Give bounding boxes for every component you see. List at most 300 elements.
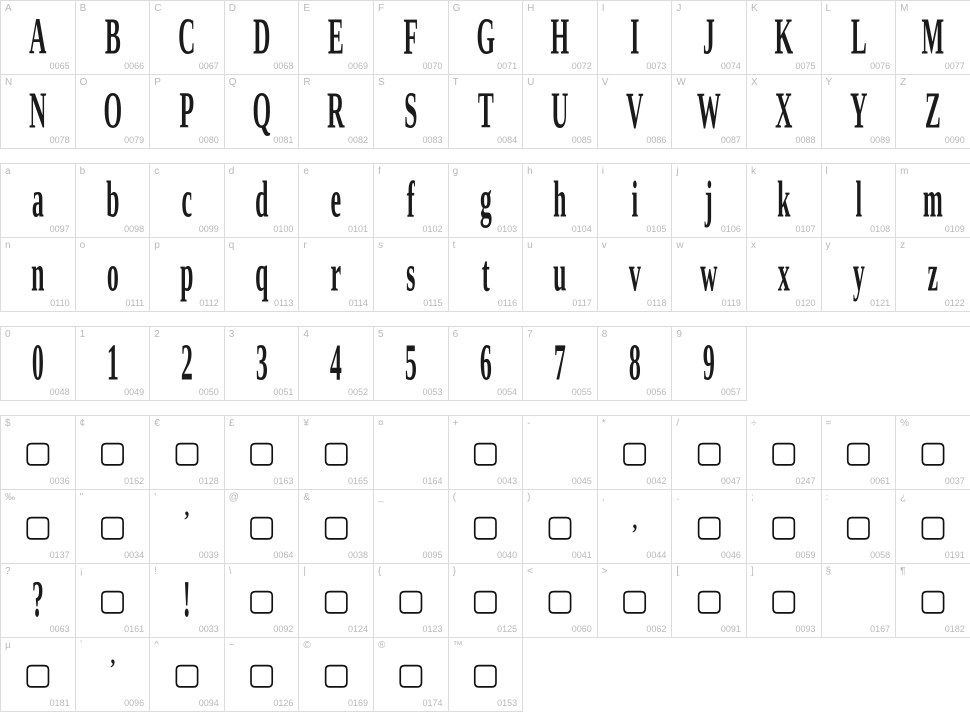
glyph-code-label: 0103 bbox=[497, 224, 518, 234]
glyph-char-label: h bbox=[527, 166, 533, 177]
glyph-cell[interactable] bbox=[374, 75, 449, 149]
glyph-cell[interactable] bbox=[150, 1, 225, 75]
glyph-cell[interactable] bbox=[449, 327, 524, 401]
glyph-cell[interactable] bbox=[523, 490, 598, 564]
glyph-cell[interactable] bbox=[747, 490, 822, 564]
glyph-cell[interactable] bbox=[822, 238, 897, 312]
glyph-preview: 5 bbox=[404, 333, 417, 391]
glyph-cell[interactable] bbox=[822, 1, 897, 75]
glyph-cell[interactable] bbox=[523, 1, 598, 75]
glyph-cell[interactable] bbox=[374, 638, 449, 712]
glyph-preview: ’ bbox=[631, 519, 638, 548]
glyph-preview: E bbox=[328, 7, 345, 65]
glyph-preview: P bbox=[179, 81, 195, 139]
glyph-preview: ▢ bbox=[396, 657, 425, 692]
glyph-char-label: ¡ bbox=[79, 566, 83, 577]
glyph-cell[interactable] bbox=[896, 164, 970, 238]
glyph-code-label: 0099 bbox=[198, 224, 219, 234]
glyph-cell[interactable] bbox=[1, 490, 76, 564]
glyph-code-label: 0066 bbox=[124, 61, 145, 71]
glyph-cell[interactable] bbox=[672, 564, 747, 638]
glyph-code-label: 0073 bbox=[646, 61, 667, 71]
glyph-char-label: U bbox=[527, 77, 535, 88]
glyph-code-label: 0087 bbox=[720, 135, 741, 145]
glyph-preview: u bbox=[553, 244, 567, 302]
glyph-cell[interactable] bbox=[672, 75, 747, 149]
glyph-cell[interactable] bbox=[225, 75, 300, 149]
glyph-preview: ▢ bbox=[471, 509, 500, 544]
glyph-preview: ▢ bbox=[321, 435, 351, 470]
glyph-preview: 7 bbox=[553, 333, 566, 391]
glyph-block-digits bbox=[0, 326, 970, 401]
glyph-char-label: , bbox=[601, 492, 605, 503]
glyph-char-label: ¥ bbox=[303, 418, 309, 429]
glyph-cell[interactable] bbox=[449, 164, 524, 238]
glyph-preview: d bbox=[254, 170, 269, 228]
glyph-cell[interactable] bbox=[150, 416, 225, 490]
glyph-char-label: t bbox=[452, 240, 456, 251]
glyph-code-label: 0055 bbox=[571, 387, 592, 397]
glyph-char-label: 5 bbox=[377, 329, 384, 340]
glyph-preview: ▢ bbox=[769, 509, 798, 544]
glyph-cell[interactable] bbox=[672, 1, 747, 75]
glyph-cell[interactable] bbox=[747, 1, 822, 75]
glyph-preview: ▢ bbox=[620, 435, 649, 470]
glyph-preview: a bbox=[31, 170, 44, 228]
glyph-char-label: ` bbox=[79, 640, 83, 651]
glyph-cell[interactable] bbox=[1, 75, 76, 149]
glyph-cell[interactable] bbox=[747, 416, 822, 490]
glyph-preview: ▢ bbox=[247, 583, 276, 618]
glyph-cell[interactable] bbox=[374, 416, 449, 490]
glyph-cell[interactable] bbox=[1, 416, 76, 490]
glyph-cell[interactable] bbox=[150, 75, 225, 149]
glyph-preview: c bbox=[181, 170, 193, 228]
glyph-cell[interactable] bbox=[225, 638, 300, 712]
glyph-cell[interactable] bbox=[76, 564, 151, 638]
glyph-code-label: 0065 bbox=[49, 61, 70, 71]
glyph-char-label: / bbox=[676, 418, 680, 429]
glyph-cell[interactable] bbox=[1, 564, 76, 638]
glyph-cell[interactable] bbox=[449, 238, 524, 312]
glyph-code-label: 0079 bbox=[124, 135, 145, 145]
glyph-cell[interactable] bbox=[374, 327, 449, 401]
glyph-code-label: 0078 bbox=[49, 135, 70, 145]
glyph-code-label: 0122 bbox=[944, 298, 965, 308]
glyph-char-label: d bbox=[228, 166, 235, 177]
glyph-cell[interactable] bbox=[374, 564, 449, 638]
glyph-preview: m bbox=[922, 170, 943, 228]
glyph-preview: q bbox=[254, 244, 269, 302]
glyph-cell[interactable] bbox=[449, 564, 524, 638]
glyph-char-label: c bbox=[154, 166, 160, 177]
glyph-preview: ▢ bbox=[396, 583, 425, 618]
glyph-char-label: - bbox=[527, 418, 531, 429]
glyph-cell[interactable] bbox=[299, 1, 374, 75]
glyph-char-label: r bbox=[303, 240, 307, 251]
glyph-char-label: B bbox=[79, 3, 87, 14]
glyph-cell[interactable] bbox=[225, 564, 300, 638]
glyph-code-label: 0060 bbox=[571, 624, 592, 634]
glyph-preview: 8 bbox=[628, 333, 641, 391]
glyph-code-label: 0084 bbox=[497, 135, 518, 145]
glyph-code-label: 0069 bbox=[347, 61, 368, 71]
glyph-cell[interactable] bbox=[449, 638, 524, 712]
glyph-code-label: 0096 bbox=[124, 698, 145, 708]
glyph-code-label: 0039 bbox=[198, 550, 219, 560]
glyph-preview: t bbox=[481, 244, 490, 302]
glyph-cell[interactable] bbox=[150, 327, 225, 401]
glyph-char-label: @ bbox=[228, 492, 239, 503]
glyph-preview: 1 bbox=[106, 333, 119, 391]
glyph-cell[interactable] bbox=[449, 416, 524, 490]
glyph-preview: ▢ bbox=[918, 435, 948, 470]
glyph-cell[interactable] bbox=[76, 490, 151, 564]
glyph-cell-empty bbox=[747, 327, 822, 401]
glyph-code-label: 0058 bbox=[870, 550, 891, 560]
glyph-code-label: 0040 bbox=[497, 550, 518, 560]
glyph-char-label: $ bbox=[5, 418, 11, 429]
glyph-char-label: V bbox=[601, 77, 609, 88]
glyph-code-label: 0109 bbox=[944, 224, 965, 234]
glyph-cell[interactable] bbox=[150, 638, 225, 712]
glyph-preview: 0 bbox=[31, 333, 44, 391]
glyph-cell[interactable] bbox=[896, 490, 970, 564]
glyph-cell[interactable] bbox=[374, 1, 449, 75]
glyph-cell[interactable] bbox=[598, 327, 673, 401]
glyph-cell[interactable] bbox=[598, 75, 673, 149]
glyph-preview: ▢ bbox=[172, 435, 202, 470]
glyph-code-label: 0162 bbox=[124, 476, 145, 486]
glyph-char-label: n bbox=[5, 240, 11, 251]
glyph-code-label: 0082 bbox=[347, 135, 368, 145]
glyph-cell[interactable] bbox=[225, 327, 300, 401]
glyph-cell[interactable] bbox=[822, 416, 897, 490]
glyph-char-label: m bbox=[900, 166, 909, 177]
glyph-char-label: L bbox=[825, 3, 832, 14]
glyph-block-uppercase-latin bbox=[0, 0, 970, 149]
glyph-code-label: 0052 bbox=[347, 387, 368, 397]
glyph-cell[interactable] bbox=[299, 490, 374, 564]
glyph-char-label: R bbox=[303, 77, 311, 88]
glyph-preview: 2 bbox=[181, 333, 193, 391]
glyph-code-label: 0119 bbox=[721, 298, 741, 308]
glyph-char-label: 4 bbox=[303, 329, 309, 340]
glyph-cell[interactable] bbox=[598, 490, 673, 564]
glyph-code-label: 0107 bbox=[795, 224, 816, 234]
glyph-cell[interactable] bbox=[299, 164, 374, 238]
glyph-cell-empty bbox=[523, 638, 598, 712]
glyph-char-label: F bbox=[377, 3, 385, 14]
glyph-char-label: ¤ bbox=[377, 418, 384, 429]
glyph-code-label: 0105 bbox=[646, 224, 667, 234]
glyph-cell[interactable] bbox=[598, 416, 673, 490]
glyph-cell[interactable] bbox=[150, 490, 225, 564]
glyph-char-label: 2 bbox=[154, 329, 160, 340]
glyph-cell[interactable] bbox=[747, 164, 822, 238]
glyph-cell[interactable] bbox=[76, 75, 151, 149]
glyph-cell[interactable] bbox=[299, 564, 374, 638]
glyph-code-label: 0120 bbox=[795, 298, 816, 308]
glyph-cell[interactable] bbox=[76, 1, 151, 75]
glyph-cell[interactable] bbox=[747, 238, 822, 312]
glyph-code-label: 0125 bbox=[497, 624, 518, 634]
glyph-preview: ▢ bbox=[545, 509, 575, 544]
glyph-preview: ▢ bbox=[471, 657, 500, 692]
glyph-preview: z bbox=[927, 244, 939, 302]
glyph-char-label: µ bbox=[5, 640, 11, 651]
glyph-preview: ▢ bbox=[321, 509, 351, 544]
glyph-preview: ▢ bbox=[471, 435, 500, 470]
glyph-cell-empty bbox=[896, 327, 970, 401]
glyph-cell[interactable] bbox=[822, 164, 897, 238]
glyph-cell[interactable] bbox=[76, 327, 151, 401]
glyph-code-label: 0095 bbox=[422, 550, 443, 560]
glyph-preview: n bbox=[31, 244, 45, 302]
glyph-cell[interactable] bbox=[523, 327, 598, 401]
glyph-code-label: 0118 bbox=[646, 298, 667, 308]
glyph-preview: 4 bbox=[330, 333, 343, 391]
glyph-code-label: 0049 bbox=[124, 387, 145, 397]
glyph-preview: ’ bbox=[183, 506, 191, 535]
glyph-code-label: 0161 bbox=[124, 624, 145, 634]
glyph-preview: v bbox=[628, 244, 641, 302]
glyph-cell[interactable] bbox=[822, 75, 897, 149]
glyph-cell[interactable] bbox=[299, 638, 374, 712]
glyph-char-label: Z bbox=[900, 77, 907, 88]
glyph-preview: i bbox=[631, 170, 638, 228]
glyph-cell[interactable] bbox=[1, 238, 76, 312]
glyph-cell[interactable] bbox=[672, 164, 747, 238]
glyph-block-symbols-punctuation bbox=[0, 415, 970, 712]
glyph-cell[interactable] bbox=[1, 327, 76, 401]
glyph-cell[interactable] bbox=[523, 416, 598, 490]
glyph-preview: S bbox=[404, 81, 418, 139]
glyph-preview: ’ bbox=[109, 654, 116, 683]
glyph-preview: 9 bbox=[703, 333, 716, 391]
glyph-cell[interactable] bbox=[76, 164, 151, 238]
glyph-preview: ▢ bbox=[98, 509, 127, 544]
glyph-char-label: z bbox=[900, 240, 906, 251]
glyph-char-label: 8 bbox=[601, 329, 608, 340]
glyph-cell[interactable] bbox=[299, 238, 374, 312]
glyph-preview: ▢ bbox=[98, 435, 127, 470]
glyph-code-label: 0063 bbox=[49, 624, 70, 634]
glyph-code-label: 0074 bbox=[720, 61, 741, 71]
glyph-code-label: 0097 bbox=[49, 224, 70, 234]
glyph-cell[interactable] bbox=[76, 238, 151, 312]
glyph-preview: J bbox=[703, 7, 716, 65]
glyph-preview: ▢ bbox=[247, 509, 276, 544]
glyph-char-label: [ bbox=[676, 566, 680, 577]
glyph-char-label: N bbox=[5, 77, 13, 88]
glyph-cell-empty bbox=[822, 638, 897, 712]
glyph-cell[interactable] bbox=[1, 638, 76, 712]
glyph-cell[interactable] bbox=[225, 490, 300, 564]
glyph-code-label: 0059 bbox=[795, 550, 816, 560]
glyph-cell[interactable] bbox=[299, 75, 374, 149]
glyph-preview: ▢ bbox=[844, 435, 873, 470]
glyph-code-label: 0057 bbox=[720, 387, 741, 397]
glyph-cell[interactable] bbox=[747, 564, 822, 638]
glyph-code-label: 0050 bbox=[198, 387, 219, 397]
glyph-cell[interactable] bbox=[822, 564, 897, 638]
glyph-code-label: 0085 bbox=[571, 135, 592, 145]
glyph-preview: o bbox=[106, 244, 119, 302]
glyph-char-label: ¿ bbox=[900, 492, 907, 503]
glyph-char-label: ® bbox=[377, 640, 386, 651]
glyph-cell[interactable] bbox=[76, 416, 151, 490]
glyph-char-label: X bbox=[750, 77, 758, 88]
glyph-char-label: k bbox=[750, 166, 756, 177]
glyph-block-lowercase-latin bbox=[0, 163, 970, 312]
glyph-preview: B bbox=[104, 7, 121, 65]
glyph-char-label: e bbox=[303, 166, 309, 177]
glyph-char-label: a bbox=[5, 166, 11, 177]
glyph-preview: ▢ bbox=[23, 435, 52, 470]
glyph-char-label: > bbox=[601, 566, 608, 577]
glyph-code-label: 0044 bbox=[646, 550, 667, 560]
glyph-preview: W bbox=[697, 81, 722, 139]
glyph-cell[interactable] bbox=[672, 416, 747, 490]
glyph-cell[interactable] bbox=[374, 238, 449, 312]
glyph-preview: ▢ bbox=[247, 657, 276, 692]
glyph-cell[interactable] bbox=[598, 238, 673, 312]
glyph-preview: Z bbox=[924, 81, 941, 139]
glyph-char-label: Q bbox=[228, 77, 237, 88]
glyph-preview: ▢ bbox=[694, 583, 724, 618]
glyph-code-label: 0121 bbox=[870, 298, 891, 308]
glyph-code-label: 0045 bbox=[571, 476, 592, 486]
glyph-char-label: i bbox=[601, 166, 604, 177]
glyph-char-label: O bbox=[79, 77, 88, 88]
glyph-preview: K bbox=[774, 7, 794, 65]
glyph-char-label: € bbox=[154, 418, 160, 429]
glyph-cell[interactable] bbox=[598, 564, 673, 638]
glyph-code-label: 0115 bbox=[423, 298, 443, 308]
glyph-code-label: 0047 bbox=[720, 476, 741, 486]
glyph-code-label: 0117 bbox=[572, 298, 592, 308]
glyph-char-label: K bbox=[750, 3, 758, 14]
glyph-char-label: ¢ bbox=[79, 418, 86, 429]
glyph-char-label: ÷ bbox=[750, 418, 757, 429]
glyph-preview: F bbox=[403, 7, 419, 65]
glyph-char-label: H bbox=[527, 3, 535, 14]
glyph-char-label: y bbox=[825, 240, 831, 251]
glyph-cell[interactable] bbox=[299, 416, 374, 490]
glyph-cell[interactable] bbox=[523, 238, 598, 312]
glyph-cell[interactable] bbox=[672, 490, 747, 564]
glyph-cell-empty bbox=[747, 638, 822, 712]
glyph-cell[interactable] bbox=[523, 564, 598, 638]
glyph-char-label: J bbox=[676, 3, 682, 14]
glyph-char-label: ¶ bbox=[900, 566, 906, 577]
glyph-preview: Q bbox=[252, 81, 271, 139]
glyph-preview: T bbox=[477, 81, 494, 139]
glyph-char-label: u bbox=[527, 240, 533, 251]
glyph-cell[interactable] bbox=[896, 75, 970, 149]
glyph-cell[interactable] bbox=[449, 490, 524, 564]
glyph-code-label: 0053 bbox=[422, 387, 443, 397]
glyph-code-label: 0036 bbox=[49, 476, 70, 486]
glyph-cell[interactable] bbox=[449, 1, 524, 75]
glyph-cell[interactable] bbox=[299, 327, 374, 401]
glyph-char-label: q bbox=[228, 240, 235, 251]
glyph-cell[interactable] bbox=[374, 164, 449, 238]
glyph-cell[interactable] bbox=[523, 164, 598, 238]
glyph-cell-empty bbox=[672, 638, 747, 712]
glyph-cell[interactable] bbox=[150, 164, 225, 238]
glyph-cell[interactable] bbox=[598, 1, 673, 75]
glyph-cell[interactable] bbox=[225, 164, 300, 238]
glyph-code-label: 0081 bbox=[273, 135, 294, 145]
glyph-cell[interactable] bbox=[896, 564, 970, 638]
glyph-cell[interactable] bbox=[150, 238, 225, 312]
glyph-code-label: 0153 bbox=[497, 698, 518, 708]
glyph-preview: ▢ bbox=[844, 509, 873, 544]
glyph-char-label: S bbox=[377, 77, 385, 88]
glyph-cell[interactable] bbox=[150, 564, 225, 638]
glyph-cell[interactable] bbox=[1, 1, 76, 75]
glyph-code-label: 0046 bbox=[720, 550, 741, 560]
glyph-cell[interactable] bbox=[896, 416, 970, 490]
glyph-code-label: 0094 bbox=[198, 698, 219, 708]
glyph-cell[interactable] bbox=[822, 490, 897, 564]
glyph-cell-empty bbox=[598, 638, 673, 712]
glyph-preview: ▢ bbox=[545, 583, 575, 618]
glyph-char-label: ) bbox=[527, 492, 531, 503]
glyph-preview: ▢ bbox=[23, 509, 52, 544]
glyph-code-label: 0124 bbox=[347, 624, 368, 634]
glyph-cell[interactable] bbox=[225, 238, 300, 312]
glyph-code-label: 0163 bbox=[273, 476, 294, 486]
glyph-code-label: 0104 bbox=[571, 224, 592, 234]
glyph-char-label: s bbox=[377, 240, 383, 251]
glyph-char-label: g bbox=[452, 166, 459, 177]
glyph-code-label: 0126 bbox=[273, 698, 294, 708]
glyph-code-label: 0089 bbox=[870, 135, 891, 145]
glyph-cell[interactable] bbox=[896, 238, 970, 312]
glyph-preview: ▢ bbox=[620, 583, 649, 618]
glyph-cell[interactable] bbox=[747, 75, 822, 149]
glyph-cell[interactable] bbox=[672, 327, 747, 401]
glyph-cell[interactable] bbox=[225, 416, 300, 490]
glyph-cell[interactable] bbox=[449, 75, 524, 149]
glyph-cell[interactable] bbox=[896, 1, 970, 75]
glyph-preview: H bbox=[550, 7, 570, 65]
glyph-cell[interactable] bbox=[374, 490, 449, 564]
glyph-cell[interactable] bbox=[672, 238, 747, 312]
glyph-char-label: D bbox=[228, 3, 237, 14]
glyph-cell[interactable] bbox=[523, 75, 598, 149]
glyph-char-label: : bbox=[825, 492, 829, 503]
glyph-preview: ▢ bbox=[321, 583, 351, 618]
glyph-cell[interactable] bbox=[598, 164, 673, 238]
glyph-cell[interactable] bbox=[1, 164, 76, 238]
glyph-code-label: 0062 bbox=[646, 624, 667, 634]
glyph-char-label: ' bbox=[154, 492, 157, 503]
glyph-code-label: 0100 bbox=[273, 224, 294, 234]
glyph-cell[interactable] bbox=[76, 638, 151, 712]
glyph-cell[interactable] bbox=[225, 1, 300, 75]
glyph-code-label: 0093 bbox=[795, 624, 816, 634]
glyph-char-label: 7 bbox=[527, 329, 533, 340]
glyph-preview: ▢ bbox=[918, 583, 948, 618]
glyph-preview: ▢ bbox=[694, 509, 724, 544]
glyph-char-label: o bbox=[79, 240, 86, 251]
glyph-char-label: 0 bbox=[5, 329, 11, 340]
glyph-code-label: 0137 bbox=[49, 550, 70, 560]
